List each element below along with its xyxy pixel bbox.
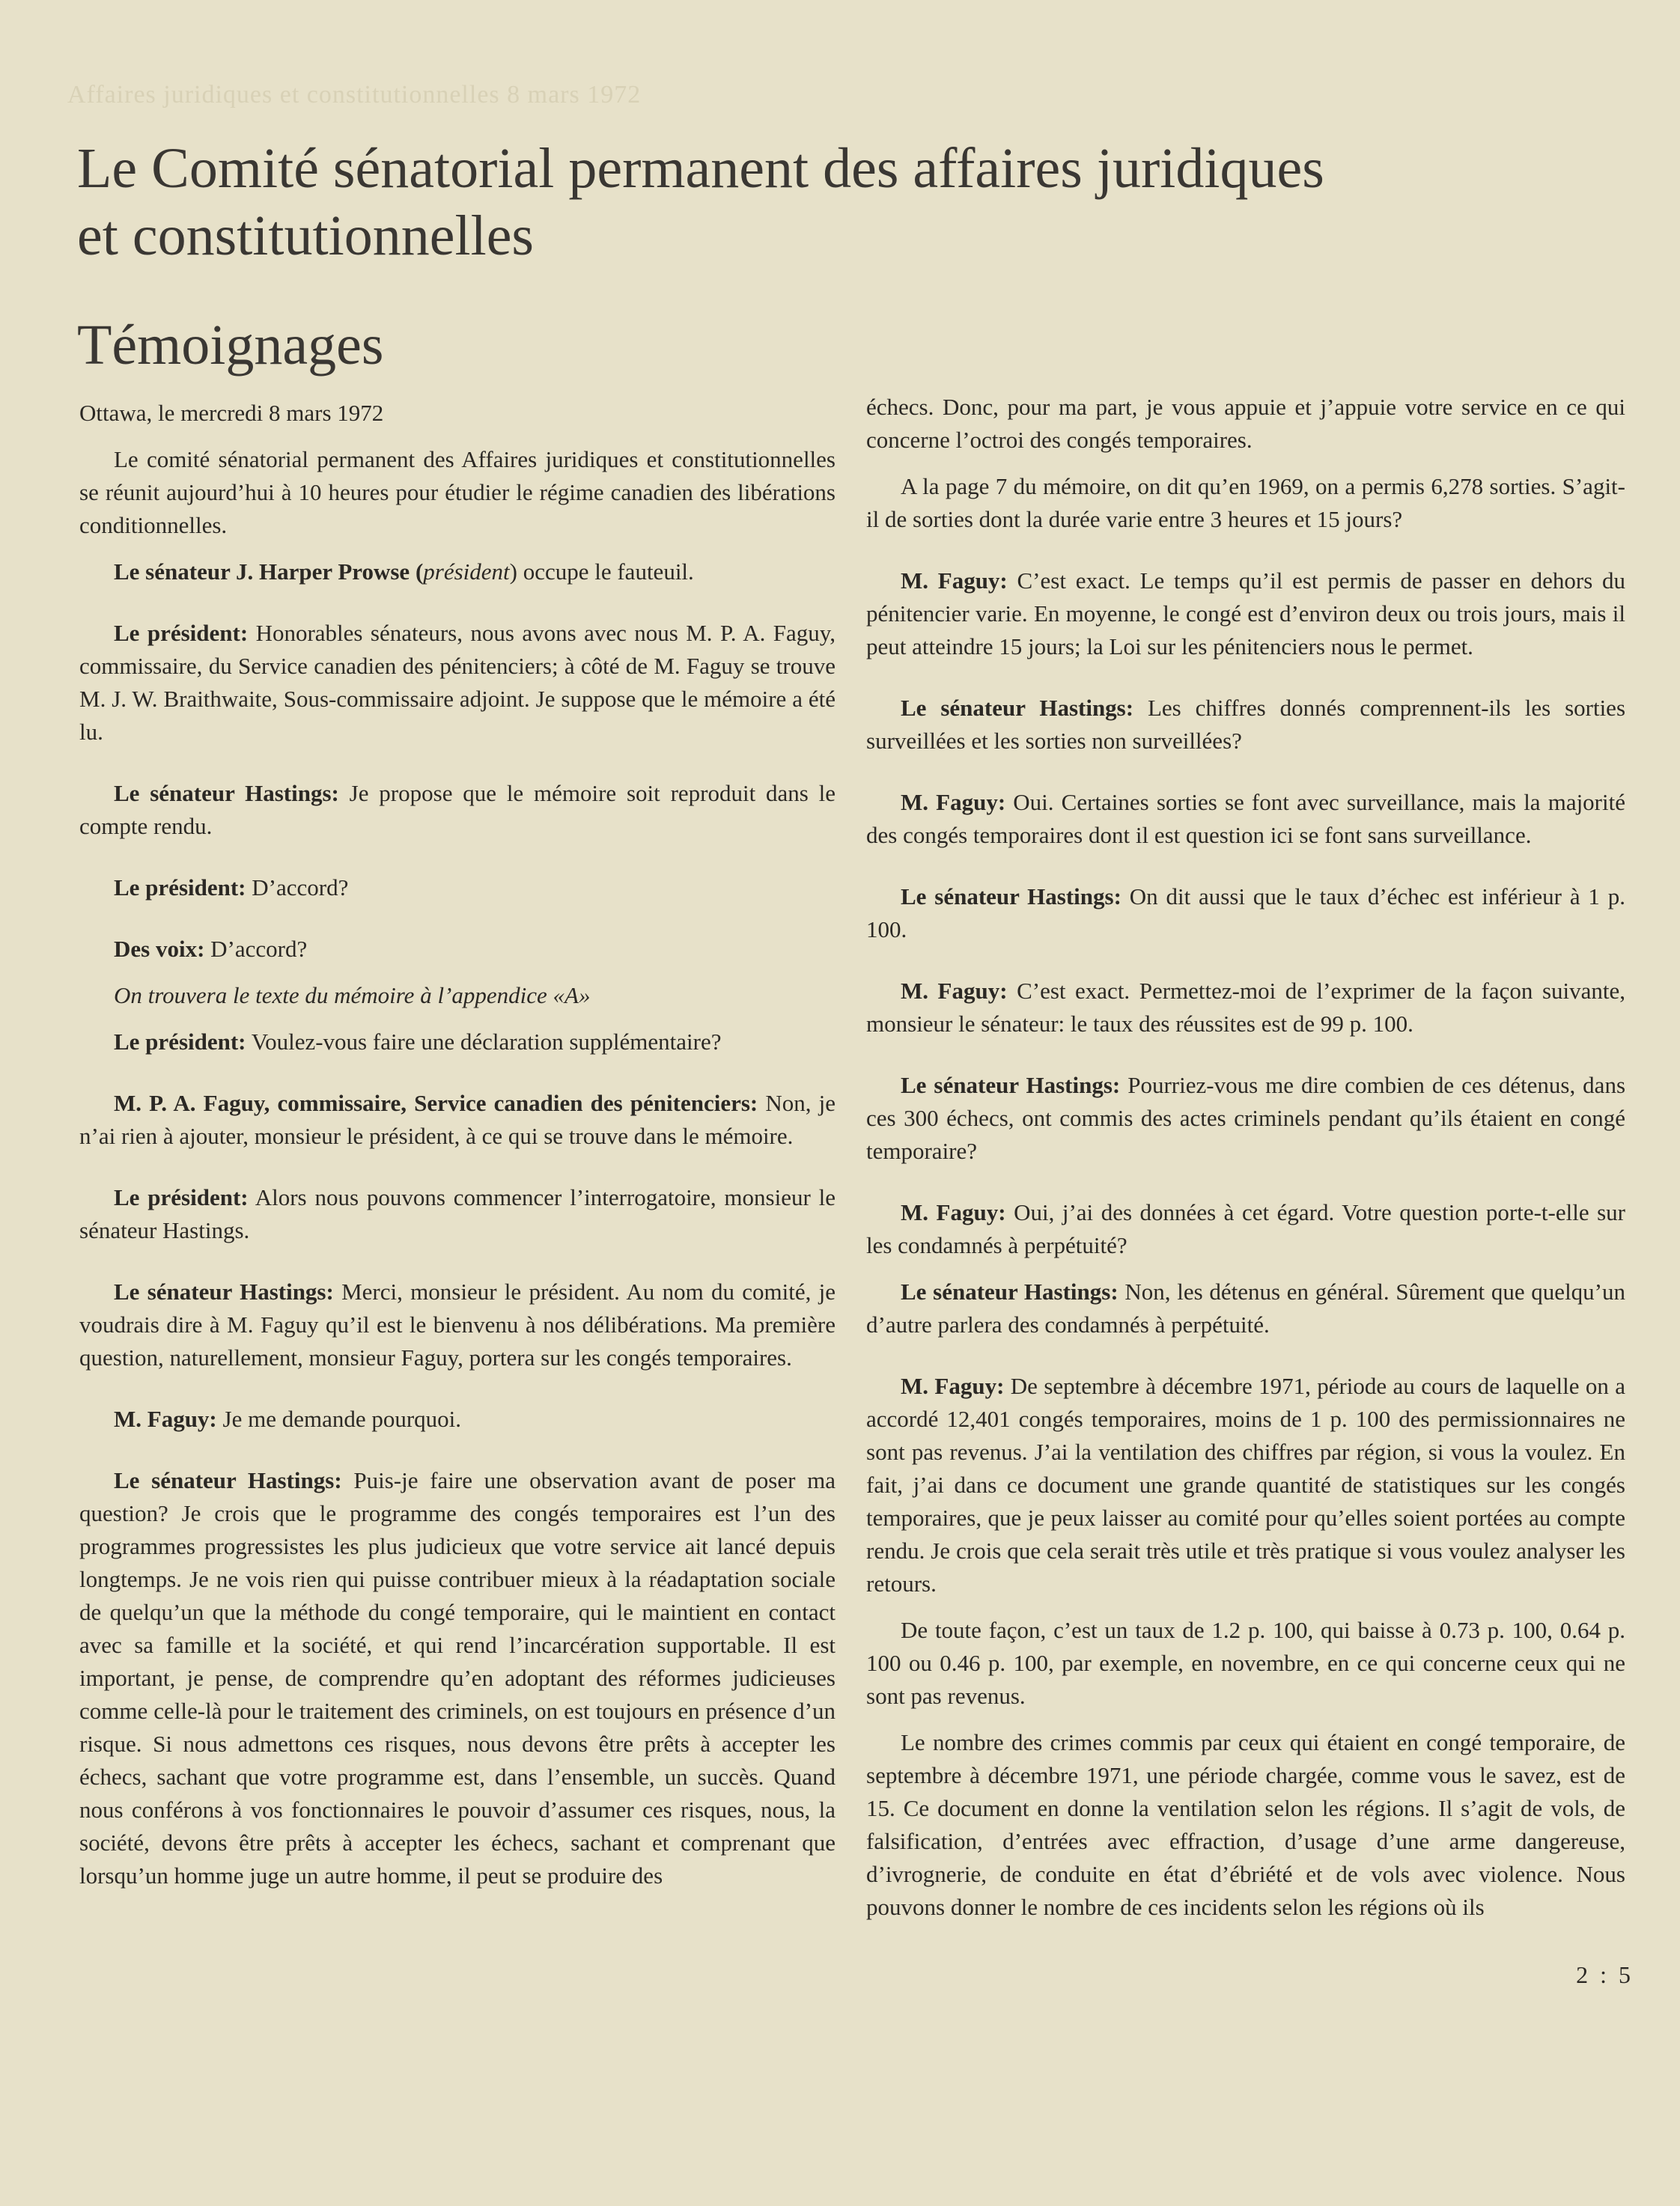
speaker-label: M. P. A. Faguy, commissaire, Service canadien des pénitenciers: <box>114 1090 758 1116</box>
chair-rest: ) occupe le fauteuil. <box>509 558 694 585</box>
speaker-label: M. Faguy: <box>901 1373 1005 1399</box>
speech-text: Merci, monsieur le président. Au nom du comité, je voudrais dire à M. Faguy qu’il est le bienvenu à nos délibérations. Ma première question, naturellement, monsieur Faguy, portera sur les congés temporaires. <box>79 1279 836 1371</box>
speech-text: Alors nous pouvons commencer l’interrogatoire, monsieur le sénateur Hastings. <box>79 1184 836 1243</box>
speech-text: D’accord? <box>246 874 349 901</box>
speaker-label: M. Faguy: <box>114 1406 217 1432</box>
transcript-paragraph <box>79 1276 836 1374</box>
speech-text: Oui. Certaines sorties se font avec surveillance, mais la majorité des congés temporaires dont il est question ici se font sans surveillance. <box>866 789 1625 848</box>
transcript-paragraph <box>79 1464 836 1892</box>
speech-text: Oui, j’ai des données à cet égard. Votre question porte-t-elle sur les condamnés à perpétuité? <box>866 1199 1625 1258</box>
speaker-label: Le président: <box>114 1029 246 1055</box>
transcript-paragraph <box>866 786 1625 852</box>
transcript-paragraph: De toute façon, c’est un taux de 1.2 p. 100, qui baisse à 0.73 p. 100, 0.64 p. 100 ou 0.46 p. 100, par exemple, en novembre, en ce qui concerne ceux qui ne sont pas revenus. <box>866 1617 1625 1709</box>
speaker-label: Le sénateur Hastings: <box>114 780 339 806</box>
speech-text: Les chiffres donnés comprennent-ils les sorties surveillées et les sorties non surveillées? <box>866 695 1626 754</box>
transcript-paragraph <box>79 1181 836 1247</box>
speech-text: Je propose que le mémoire soit reproduit dans le compte rendu. <box>79 780 836 839</box>
transcript-paragraph <box>79 871 836 904</box>
transcript-paragraph: Le nombre des crimes commis par ceux qui étaient en congé temporaire, de septembre à décembre 1971, une période chargée, comme vous le savez, est de 15. Ce document en donne la ventilation selon les régions. Il s’agit de vols, de falsification, d’entrées avec effraction, d’usage d’une arme dangereuse, d’ivrognerie, de conduite en état d’ébriété et de vols avec violence. Nous pouvons donner le nombre de ces incidents selon les régions où ils <box>866 1729 1625 1920</box>
speaker-label: Le sénateur Hastings: <box>901 695 1134 721</box>
speech-text: Non, je n’ai rien à ajouter, monsieur le président, à ce qui se trouve dans le mémoire. <box>79 1090 836 1149</box>
speaker-label: Le sénateur Hastings: <box>114 1467 342 1493</box>
speech-text: C’est exact. Le temps qu’il est permis de passer en dehors du pénitencier varie. En moyenne, le congé est d’environ deux ou trois jours, mais il peut atteindre 15 jours; la Loi sur les pénitenciers nous le permet. <box>866 567 1626 659</box>
left-column <box>79 397 836 1921</box>
speech-text: Honorables sénateurs, nous avons avec nous M. P. A. Faguy, commissaire, du Service canadien des pénitenciers; à côté de M. Faguy se trouve M. J. W. Braithwaite, Sous-commissaire adjoint. Je suppose que le mémoire a été lu. <box>79 620 836 745</box>
speech-text: Voulez-vous faire une déclaration supplémentaire? <box>246 1029 722 1055</box>
speaker-label: M. Faguy: <box>901 978 1008 1004</box>
speech-text: D’accord? <box>204 936 308 962</box>
speaker-label: M. Faguy: <box>901 1199 1006 1225</box>
speaker-label: Le sénateur Hastings: <box>901 1072 1121 1098</box>
speaker-label: Le président: <box>114 874 246 901</box>
intro-paragraph: Le comité sénatorial permanent des Affaires juridiques et constitutionnelles se réunit aujourd’hui à 10 heures pour étudier le régime canadien des libérations conditionnelles. <box>79 446 836 538</box>
speech-text: Non, les détenus en général. Sûrement que quelqu’un d’autre parlera des condamnés à perpétuité. <box>866 1279 1626 1338</box>
transcript-paragraph <box>866 1370 1625 1600</box>
chair-role: président <box>423 558 510 585</box>
speaker-label: Le sénateur Hastings: <box>901 1279 1119 1305</box>
appendix-note: On trouvera le texte du mémoire à l’appendice «A» <box>114 982 591 1008</box>
speaker-label: Des voix: <box>114 936 205 962</box>
speaker-label: Le président: <box>114 620 249 646</box>
right-column <box>866 391 1625 1937</box>
speech-text: Pourriez-vous me dire combien de ces détenus, dans ces 300 échecs, ont commis des actes criminels pendant qu’ils étaient en congé temporaire? <box>866 1072 1626 1164</box>
transcript-paragraph <box>866 1276 1625 1341</box>
speaker-label: Le sénateur Hastings: <box>901 883 1121 909</box>
transcript-paragraph: A la page 7 du mémoire, on dit qu’en 1969, on a permis 6,278 sorties. S’agit-il de sorties dont la durée varie entre 3 heures et 15 jours? <box>866 473 1625 532</box>
transcript-paragraph <box>79 1087 836 1153</box>
transcript-paragraph <box>866 1196 1625 1262</box>
session-date: Ottawa, le mercredi 8 mars 1972 <box>79 400 384 426</box>
transcript-paragraph <box>866 975 1625 1040</box>
transcript-paragraph <box>79 933 836 966</box>
transcript-paragraph <box>866 692 1625 758</box>
transcript-paragraph <box>79 777 836 843</box>
transcript-paragraph <box>866 1069 1625 1168</box>
speaker-label: Le sénateur Hastings: <box>114 1279 334 1305</box>
speech-text: Je me demande pourquoi. <box>216 1406 462 1432</box>
transcript-paragraph <box>866 880 1625 946</box>
speech-text: C’est exact. Permettez-moi de l’exprimer de la façon suivante, monsieur le sénateur: le taux des réussites est de 99 p. 100. <box>866 978 1625 1037</box>
speaker-label: Le président: <box>114 1184 249 1210</box>
speech-text: Puis-je faire une observation avant de poser ma question? Je crois que le programme des congés temporaires est l’un des programmes progressistes les plus judicieux que votre service ait lancé depuis longtemps. Je ne vois rien qui puisse contribuer mieux à la réadaptation sociale de quelqu’un que la méthode du congé temporaire, qui le maintient en contact avec sa famille et la société, et qui rend l’incarcération supportable. Il est important, je pense, de comprendre qu’en adoptant des réformes judicieuses comme celle-là pour le traitement des criminels, on est toujours en présence d’un risque. Si nous admettons ces risques, nous devons être prêts à accepter les échecs, sachant que votre programme est, dans l’ensemble, un succès. Quand nous conférons à vos fonctionnaires le pouvoir d’assumer ces risques, nous, la société, devons être prêts à accepter les échecs, sachant et comprenant que lorsqu’un homme juge un autre homme, il peut se produire des <box>79 1467 836 1889</box>
speaker-label: M. Faguy: <box>901 789 1006 815</box>
chair-paragraph <box>79 555 836 588</box>
section-title: Témoignages <box>77 314 384 377</box>
chair-name: Le sénateur J. Harper Prowse ( <box>114 558 424 585</box>
speech-text: De septembre à décembre 1971, période au cours de laquelle on a accordé 12,401 congés temporaires, moins de 1 p. 100 des permissionnaires ne sont pas revenus. J’ai la ventilation des chiffres par région, si vous la voulez. En fait, j’ai dans ce document une grande quantité de statistiques sur les congés temporaires, que je peux laisser au comité pour qu’elles soient portées au compte rendu. Je crois que cela serait très utile et très pratique si vous voulez analyser les retours. <box>866 1373 1626 1597</box>
running-header-bleedthrough: Affaires juridiques et constitutionnelles 8 mars 1972 <box>67 81 642 109</box>
speaker-label: M. Faguy: <box>901 567 1008 594</box>
continued-paragraph: échecs. Donc, pour ma part, je vous appuie et j’appuie votre service en ce qui concerne l’octroi des congés temporaires. <box>866 394 1625 453</box>
transcript-paragraph <box>866 564 1625 663</box>
transcript-paragraph <box>79 1403 836 1436</box>
page-number: 2 : 5 <box>1576 1961 1634 1988</box>
page-title: Le Comité sénatorial permanent des affaires juridiques et constitutionnelles <box>77 137 1324 267</box>
transcript-paragraph <box>79 617 836 749</box>
transcript-paragraph <box>79 1026 836 1058</box>
speech-text: On dit aussi que le taux d’échec est inférieur à 1 p. 100. <box>866 883 1625 942</box>
